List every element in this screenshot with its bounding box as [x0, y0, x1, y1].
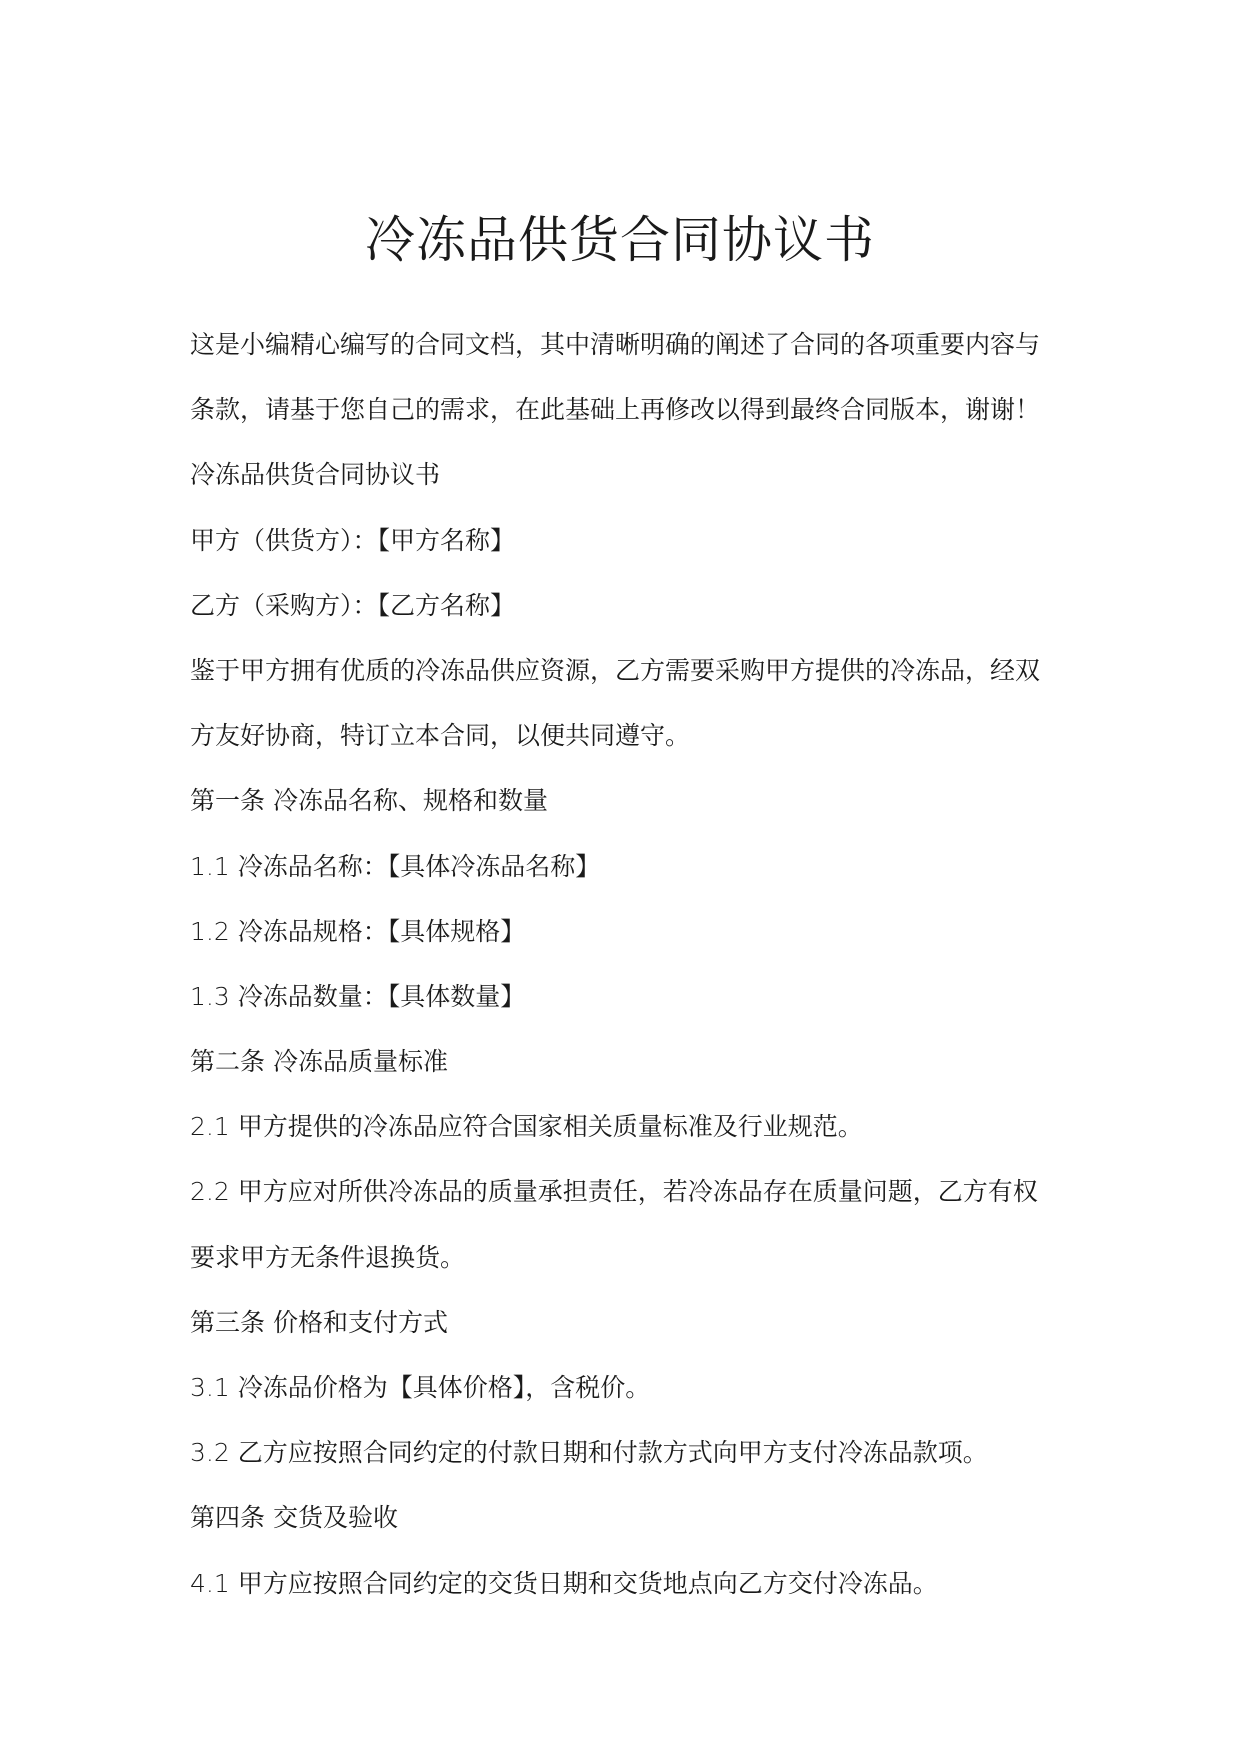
- clause-2-1: 2.1 甲方提供的冷冻品应符合国家相关质量标准及行业规范。: [190, 1112, 863, 1142]
- party-b-line: 乙方（采购方）：【乙方名称】: [190, 590, 516, 620]
- preamble-line-2: 方友好协商，特订立本合同，以便共同遵守。: [190, 721, 691, 751]
- intro-line-2: 条款，请基于您自己的需求，在此基础上再修改以得到最终合同版本，谢谢！: [190, 395, 1041, 425]
- clause-1-3: 1.3 冷冻品数量：【具体数量】: [190, 981, 526, 1011]
- clause-1-1: 1.1 冷冻品名称：【具体冷冻品名称】: [190, 851, 601, 881]
- article-3-heading: 第三条 价格和支付方式: [190, 1307, 448, 1337]
- preamble-line-1: 鉴于甲方拥有优质的冷冻品供应资源，乙方需要采购甲方提供的冷冻品，经双: [190, 655, 1041, 685]
- document-body: [190, 312, 1060, 1616]
- party-a-line: 甲方（供货方）：【甲方名称】: [190, 525, 516, 555]
- contract-heading: 冷冻品供货合同协议书: [190, 460, 441, 490]
- article-2-heading: 第二条 冷冻品质量标准: [190, 1047, 448, 1077]
- clause-1-2: 1.2 冷冻品规格：【具体规格】: [190, 916, 526, 946]
- clause-4-1: 4.1 甲方应按照合同约定的交货日期和交货地点向乙方交付冷冻品。: [190, 1568, 938, 1598]
- article-4-heading: 第四条 交货及验收: [190, 1503, 398, 1533]
- clause-3-2: 3.2 乙方应按照合同约定的付款日期和付款方式向甲方支付冷冻品款项。: [190, 1438, 988, 1468]
- document-title: 冷冻品供货合同协议书: [365, 211, 875, 269]
- clause-3-1: 3.1 冷冻品价格为【具体价格】，含税价。: [190, 1373, 651, 1402]
- clause-2-2-line-1: 2.2 甲方应对所供冷冻品的质量承担责任，若冷冻品存在质量问题，乙方有权: [190, 1177, 1038, 1207]
- article-1-heading: 第一条 冷冻品名称、规格和数量: [190, 786, 548, 816]
- clause-2-2-line-2: 要求甲方无条件退换货。: [190, 1242, 466, 1272]
- intro-line-1: 这是小编精心编写的合同文档，其中清晰明确的阐述了合同的各项重要内容与: [190, 330, 1041, 359]
